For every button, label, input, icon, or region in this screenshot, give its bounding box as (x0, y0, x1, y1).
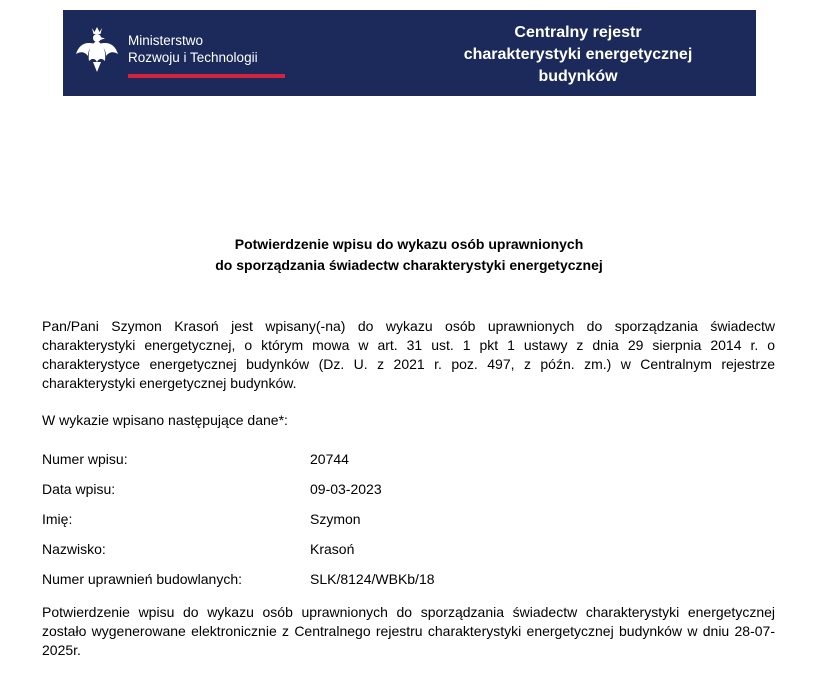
field-label: Nazwisko: (42, 541, 106, 557)
registry-title-line1: Centralny rejestr (514, 24, 642, 41)
ministry-brand (75, 26, 285, 80)
registry-title-line3: budynków (538, 68, 618, 85)
field-value: SLK/8124/WBKb/18 (310, 571, 435, 587)
fields-list (42, 451, 775, 601)
data-intro-line: W wykazie wpisano następujące dane*: (42, 412, 288, 428)
polish-eagle-icon (75, 26, 119, 80)
field-row-numer-wpisu (42, 451, 775, 481)
document-title (0, 234, 818, 276)
ministry-name-line1: Ministerstwo (128, 33, 204, 48)
field-row-imie (42, 511, 775, 541)
field-value: 20744 (310, 451, 349, 467)
field-label: Imię: (42, 511, 73, 527)
field-row-numer-uprawnien (42, 571, 775, 601)
footer-paragraph: Potwierdzenie wpisu do wykazu osób uprawnionych do sporządzania świadectw charakterystyki energetycznej zostało wygenerowane elektronicznie z Centralnego rejestru charakterystyki energetycznej budynków w dniu 28-07-2025r. (42, 604, 775, 658)
field-label: Numer uprawnień budowlanych: (42, 571, 242, 587)
field-value: Szymon (310, 511, 361, 527)
flag-stripe (128, 74, 285, 78)
ministry-name (128, 32, 285, 78)
field-value: Krasoń (310, 541, 355, 557)
field-label: Data wpisu: (42, 481, 116, 497)
field-row-data-wpisu (42, 481, 775, 511)
registry-title (423, 22, 733, 88)
header-banner (63, 10, 756, 96)
intro-paragraph: Pan/Pani Szymon Krasoń jest wpisany(-na) do wykazu osób uprawnionych do sporządzania świadectw charakterystyki energetycznej, o którym mowa w art. 31 ust. 1 pkt 1 ustawy z dnia 29 sierpnia 2014 r. o charakterystyce energetycznej budynków (Dz. U. z 2021 r. poz. 497, z późn. zm.) w Centralnym rejestrze charakterystyki energetycznej budynków. (42, 318, 775, 391)
document-title-line1: Potwierdzenie wpisu do wykazu osób uprawnionych (234, 236, 584, 252)
field-label: Numer wpisu: (42, 451, 128, 467)
field-row-nazwisko (42, 541, 775, 571)
registry-title-line2: charakterystyki energetycznej (463, 46, 693, 63)
ministry-name-line2: Rozwoju i Technologii (128, 50, 258, 65)
document-title-line2: do sporządzania świadectw charakterystyki energetycznej (215, 257, 603, 273)
field-value: 09-03-2023 (310, 481, 382, 497)
